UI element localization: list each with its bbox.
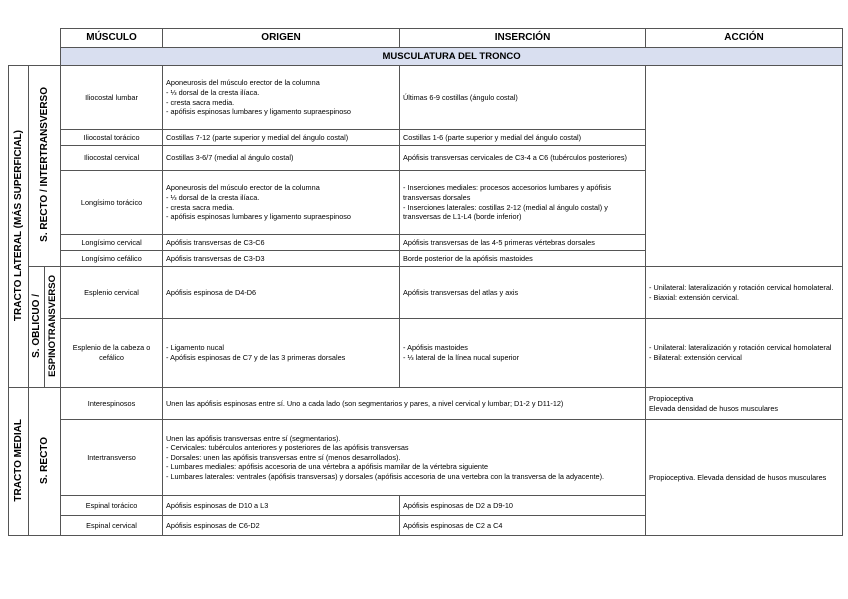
action-cell: Propioceptiva. Elevada densidad de husos musculares [646,420,843,536]
group-medial [9,388,29,536]
muscle-name: Longísimo cefálico [61,251,163,267]
action-cell-empty [646,66,843,267]
group-oblicuo [29,267,45,388]
insertion-cell: Apófisis espinosas de D2 a D9-10 [400,496,646,516]
action-cell: - Unilateral: lateralización y rotación cervical homolateral - Bilateral: extensión cervical [646,319,843,388]
group-recto [29,388,61,536]
table-row [9,267,843,319]
table-row [9,319,843,388]
muscle-name: Iliocostal torácico [61,130,163,146]
insertion-cell: Borde posterior de la apófisis mastoides [400,251,646,267]
insertion-cell: Apófisis transversas cervicales de C3-4 a C6 (tubérculos posteriores) [400,146,646,171]
header-blank [9,29,61,48]
action-cell: Propioceptiva Elevada densidad de husos musculares [646,388,843,420]
insertion-cell: Apófisis transversas del atlas y axis [400,267,646,319]
muscle-name: Iliocostal lumbar [61,66,163,130]
table-row [9,66,843,130]
group-recto-intertransverso [29,66,61,267]
section-title: MUSCULATURA DEL TRONCO [61,48,843,66]
table-row [9,388,843,420]
muscle-table [8,28,843,536]
origin-cell: - Ligamento nucal - Apófisis espinosas de C7 y de las 3 primeras dorsales [163,319,400,388]
group-espinotransverso-label: ESPINOTRANSVERSO [47,274,59,377]
group-recto-intertransverso-label: S. RECTO / INTERTRANSVERSO [39,87,51,243]
muscle-name: Espinal torácico [61,496,163,516]
group-lateral-label: TRACTO LATERAL (MÁS SUPERFICIAL) [13,129,24,321]
origin-cell: Unen las apófisis transversas entre sí (segmentarios). - Cervicales: tubérculos anteriores y posteriores de las apófisis transversas - Dorsales: unen las apófisis transversas entre sí (menos desarrollados). - Lumbares mediales: apófisis accesoria de una vértebra a apófisis mamilar de la vértebra siguiente - Lumbares laterales: ventrales (apófisis transversas) y dorsales (apófisis accesoria de una vertebra con la transversa de la adyacente). [163,420,646,496]
insertion-cell: Apófisis transversas de las 4-5 primeras vértebras dorsales [400,235,646,251]
muscle-name: Intertransverso [61,420,163,496]
group-medial-label: TRACTO MEDIAL [13,418,24,502]
origin-cell: Apófisis espinosa de D4-D6 [163,267,400,319]
origin-cell: Unen las apófisis espinosas entre sí. Uno a cada lado (son segmentarios y pares, a nivel cervical y lumbar; D1-2 y D11-12) [163,388,646,420]
insertion-cell: - Inserciones mediales: procesos accesorios lumbares y apófisis transversas dorsales - Inserciones laterales: costillas 2-12 (medial al ángulo costal) y transversas de L1-L4 (borde inferior) [400,171,646,235]
muscle-name: Interespinosos [61,388,163,420]
group-lateral [9,66,29,388]
muscle-name: Iliocostal cervical [61,146,163,171]
muscle-name: Espinal cervical [61,516,163,536]
origin-cell: Apófisis transversas de C3-D3 [163,251,400,267]
origin-cell: Apófisis transversas de C3-C6 [163,235,400,251]
group-recto-label: S. RECTO [39,436,51,484]
origin-cell: Costillas 7-12 (parte superior y medial del ángulo costal) [163,130,400,146]
origin-cell: Apófisis espinosas de C6-D2 [163,516,400,536]
group-oblicuo-label: S. OBLICUO / [31,293,42,358]
muscle-name: Esplenio de la cabeza o cefálico [61,319,163,388]
insertion-cell: Últimas 6-9 costillas (ángulo costal) [400,66,646,130]
origin-cell: Apófisis espinosas de D10 a L3 [163,496,400,516]
section-blank [9,48,61,66]
group-espinotransverso [45,267,61,388]
action-cell: - Unilateral: lateralización y rotación cervical homolateral. - Biaxial: extensión cervical. [646,267,843,319]
header-insercion: INSERCIÓN [400,29,646,48]
insertion-cell: - Apófisis mastoides - ⅓ lateral de la línea nucal superior [400,319,646,388]
origin-cell: Aponeurosis del músculo erector de la columna - ⅓ dorsal de la cresta ilíaca. - cresta sacra media. - apófisis espinosas lumbares y ligamento supraespinoso [163,66,400,130]
origin-cell: Aponeurosis del músculo erector de la columna - ⅓ dorsal de la cresta ilíaca. - cresta sacra media. - apófisis espinosas lumbares y ligamento supraespinoso [163,171,400,235]
origin-cell: Costillas 3-6/7 (medial al ángulo costal) [163,146,400,171]
muscle-name: Longísimo torácico [61,171,163,235]
header-accion: ACCIÓN [646,29,843,48]
muscle-name: Longísimo cervical [61,235,163,251]
muscle-name: Esplenio cervical [61,267,163,319]
insertion-cell: Apófisis espinosas de C2 a C4 [400,516,646,536]
header-origen: ORIGEN [163,29,400,48]
insertion-cell: Costillas 1-6 (parte superior y medial del ángulo costal) [400,130,646,146]
table-row [9,420,843,496]
header-musculo: MÚSCULO [61,29,163,48]
